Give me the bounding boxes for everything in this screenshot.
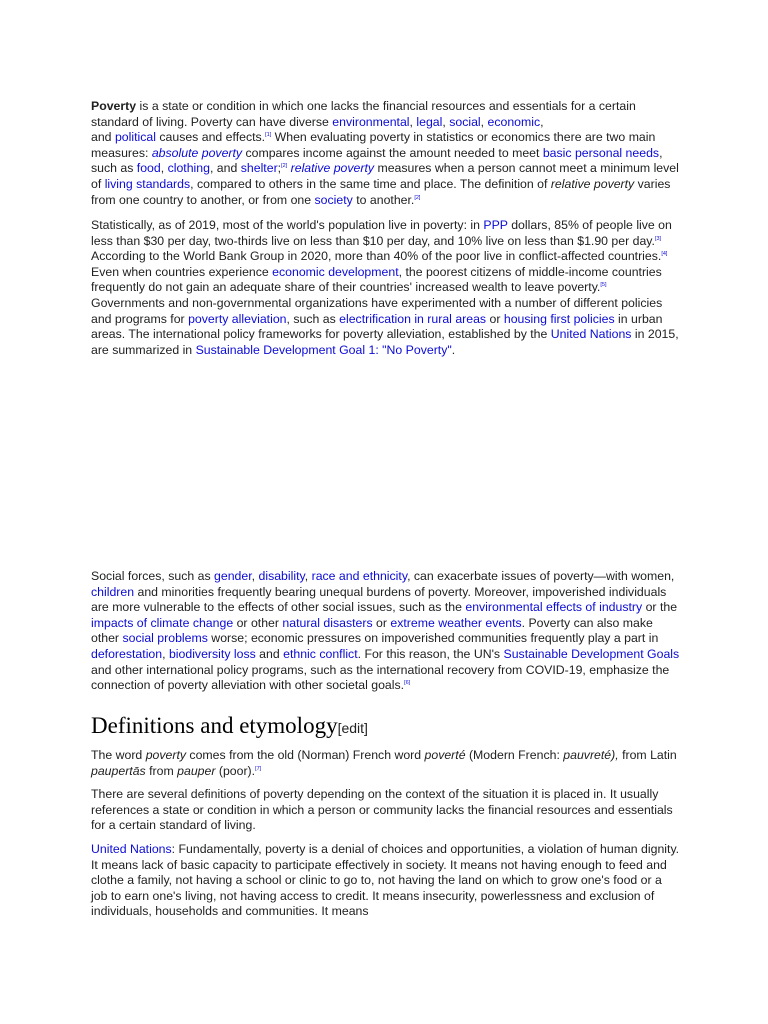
link-ppp[interactable]: PPP [483, 218, 508, 232]
citation-2b[interactable]: [2] [414, 194, 421, 201]
link-shelter[interactable]: shelter [240, 161, 278, 176]
link-social[interactable]: social [449, 114, 481, 129]
section-heading [91, 712, 368, 742]
link-disability[interactable]: disability [258, 569, 305, 583]
intro-paragraph: Poverty is a state or condition in which one lacks the financial resources and essentials for a certain standard of living. Poverty can have diverse environmental, legal, social, economic, and political causes and effects.[1] When evaluating poverty in statistics or economics there are two main measures: absolute poverty compares income against the amount needed to meet basic personal needs, such as food, clothing, and shelter;[2] relative poverty measures when a person cannot meet a minimum level of living standards, compared to others in the same time and place. The definition of relative poverty varies from one country to another, or from one society to another.[2] [91, 99, 679, 207]
section-title: Definitions and etymology [91, 713, 338, 738]
citation-4[interactable]: [4] [661, 251, 668, 258]
link-united-nations-definition[interactable]: United Nations [91, 842, 172, 856]
link-climate-change[interactable]: impacts of climate change [91, 615, 234, 630]
bold-term: Poverty [91, 99, 137, 113]
link-food[interactable]: food [136, 161, 161, 176]
link-clothing[interactable]: clothing [167, 161, 210, 176]
link-deforestation[interactable]: deforestation [91, 646, 163, 661]
link-sdg-1[interactable]: Sustainable Development Goal 1: "No Poverty" [195, 342, 452, 357]
link-economic-development[interactable]: economic development [272, 264, 399, 279]
link-rural-electrification[interactable]: electrification in rural areas [339, 311, 487, 326]
link-basic-personal-needs[interactable]: basic personal needs [542, 145, 660, 160]
link-poverty-alleviation[interactable]: poverty alleviation [188, 311, 287, 326]
link-environmental-effects[interactable]: environmental effects of industry [465, 600, 643, 615]
citation-6[interactable]: [6] [404, 680, 411, 687]
link-ethnic-conflict[interactable]: ethnic conflict [283, 646, 358, 661]
link-natural-disasters[interactable]: natural disasters [282, 615, 373, 630]
link-living-standards[interactable]: living standards [104, 176, 191, 191]
edit-bracket-close: ] [364, 720, 368, 736]
citation-1[interactable]: [1] [265, 132, 272, 139]
citation-3[interactable]: [3] [654, 235, 662, 242]
citation-2[interactable]: [2] [281, 163, 288, 170]
link-sdgs[interactable]: Sustainable Development Goals [503, 646, 680, 661]
link-absolute-poverty[interactable]: absolute poverty [151, 145, 243, 160]
link-children[interactable]: children [91, 584, 135, 599]
link-race-and-ethnicity[interactable]: race and ethnicity [311, 569, 408, 583]
edit-link[interactable]: edit [341, 720, 365, 736]
link-united-nations[interactable]: United Nations [550, 327, 632, 342]
citation-5[interactable]: [5] [600, 282, 607, 289]
definitions-paragraph: There are several definitions of poverty depending on the context of the situation it is placed in. It usually references a state or condition in which a person or community lacks the financial resources and essentials for a certain standard of living. [91, 787, 673, 833]
citation-7[interactable]: [7] [255, 765, 262, 772]
link-biodiversity-loss[interactable]: biodiversity loss [168, 646, 256, 661]
link-gender[interactable]: gender [214, 569, 252, 583]
link-society[interactable]: society [314, 192, 353, 207]
link-housing-first[interactable]: housing first policies [503, 311, 615, 326]
link-social-problems[interactable]: social problems [122, 631, 208, 646]
un-definition-paragraph: United Nations: Fundamentally, poverty is a denial of choices and opportunities, a violation of human dignity. It means lack of basic capacity to participate effectively in society. It means not having enough to feed and clothe a family, not having a school or clinic to go to, not having the land on which to grow one's food or a job to earn one's living, not having access to credit. It means insecurity, powerlessness and exclusion of individuals, households and communities. It means [91, 842, 680, 919]
link-political[interactable]: political [114, 130, 156, 145]
link-relative-poverty[interactable]: relative poverty [290, 161, 375, 176]
link-extreme-weather[interactable]: extreme weather events [390, 615, 522, 630]
statistics-paragraph: Statistically, as of 2019, most of the world's population live in poverty: in PPP dollars, 85% of people live on less than $30 per day, two-thirds live on less than $10 per day, and 10% live on less than $1.90 per day.[3] According to the World Bank Group in 2020, more than 40% of the poor live in conflict-affected countries.[4] Even when countries experience economic development, the poorest citizens of middle-income countries frequently do not gain an adequate share of their countries' increased wealth to leave poverty.[5] Governments and non-governmental organizations have experimented with a number of different policies and programs for poverty alleviation, such as electrification in rural areas or housing first policies in urban areas. The international policy frameworks for poverty alleviation, established by the United Nations in 2015, are summarized in Sustainable Development Goal 1: "No Poverty". [91, 218, 679, 357]
link-legal[interactable]: legal [416, 114, 443, 129]
link-environmental[interactable]: environmental [332, 114, 410, 129]
link-economic[interactable]: economic [487, 114, 541, 129]
social-forces-paragraph: Social forces, such as gender, disability, race and ethnicity, can exacerbate issues of poverty—with women, children and minorities frequently bearing unequal burdens of poverty. Moreover, impoverished individuals are more vulnerable to the effects of other social issues, such as the environmental effects of industry or the impacts of climate change or other natural disasters or extreme weather events. Poverty can also make other social problems worse; economic pressures on impoverished communities frequently play a part in deforestation, biodiversity loss and ethnic conflict. For this reason, the UN's Sustainable Development Goals and other international policy programs, such as the international recovery from COVID-19, emphasize the connection of poverty alleviation with other societal goals.[6] [91, 569, 680, 693]
etymology-paragraph: The word poverty comes from the old (Norman) French word poverté (Modern French: pauvreté), from Latin paupertās from pauper (poor).[7] [91, 748, 677, 778]
edit-bracket-open: [ [337, 720, 342, 736]
